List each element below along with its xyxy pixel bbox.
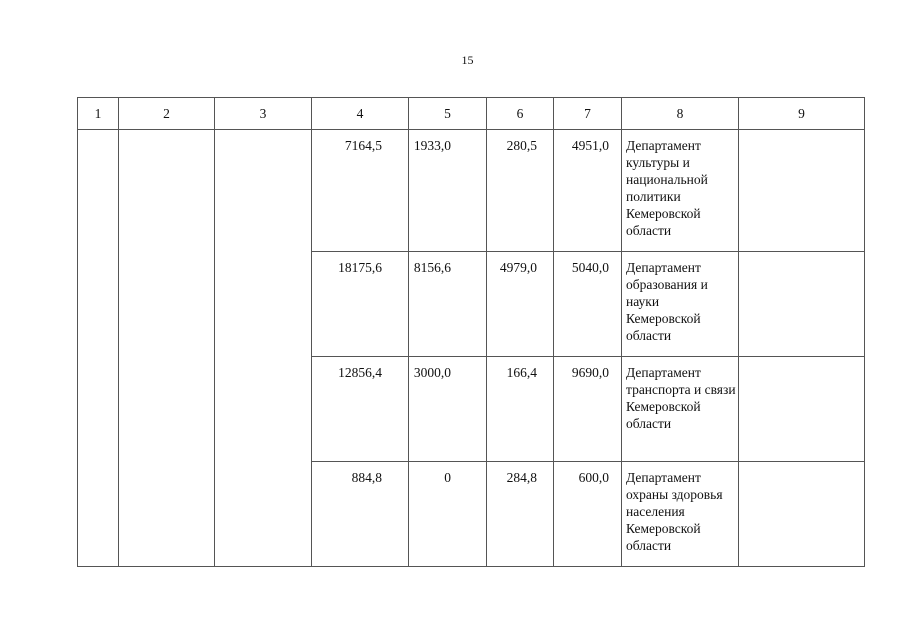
department-cell — [622, 462, 739, 567]
header-cell: 9 — [739, 98, 865, 130]
amount-total: 884,8 — [312, 462, 409, 567]
table-row — [78, 130, 865, 252]
amount-col6: 166,4 — [487, 357, 554, 462]
amount-col7: 5040,0 — [554, 252, 622, 357]
header-cell: 2 — [119, 98, 215, 130]
department-name: Департамент транспорта и связи Кемеровской области — [626, 365, 736, 431]
budget-table — [77, 97, 865, 567]
header-cell: 1 — [78, 98, 119, 130]
amount-col6: 4979,0 — [487, 252, 554, 357]
department-name: Департамент охраны здоровья населения Кемеровской области — [626, 470, 723, 553]
department-cell — [622, 357, 739, 462]
amount-col5: 3000,0 — [409, 357, 487, 462]
header-cell: 8 — [622, 98, 739, 130]
amount-col5: 0 — [409, 462, 487, 567]
col9-cell — [739, 462, 865, 567]
header-cell: 6 — [487, 98, 554, 130]
amount-col5: 8156,6 — [409, 252, 487, 357]
department-name: Департамент образования и науки Кемеровской области — [626, 260, 708, 343]
col2-cell — [119, 130, 215, 567]
department-name: Департамент культуры и национальной политики Кемеровской области — [626, 138, 708, 238]
department-cell — [622, 252, 739, 357]
amount-col5: 1933,0 — [409, 130, 487, 252]
amount-total: 7164,5 — [312, 130, 409, 252]
amount-col7: 600,0 — [554, 462, 622, 567]
amount-col6: 284,8 — [487, 462, 554, 567]
department-cell — [622, 130, 739, 252]
page-number: 15 — [461, 53, 474, 67]
header-cell: 3 — [215, 98, 312, 130]
col9-cell — [739, 252, 865, 357]
col9-cell — [739, 357, 865, 462]
amount-col7: 9690,0 — [554, 357, 622, 462]
header-row — [78, 98, 865, 130]
col9-cell — [739, 130, 865, 252]
header-cell: 4 — [312, 98, 409, 130]
amount-total: 18175,6 — [312, 252, 409, 357]
amount-col7: 4951,0 — [554, 130, 622, 252]
header-cell: 5 — [409, 98, 487, 130]
amount-total: 12856,4 — [312, 357, 409, 462]
col3-cell — [215, 130, 312, 567]
col1-cell — [78, 130, 119, 567]
header-cell: 7 — [554, 98, 622, 130]
amount-col6: 280,5 — [487, 130, 554, 252]
